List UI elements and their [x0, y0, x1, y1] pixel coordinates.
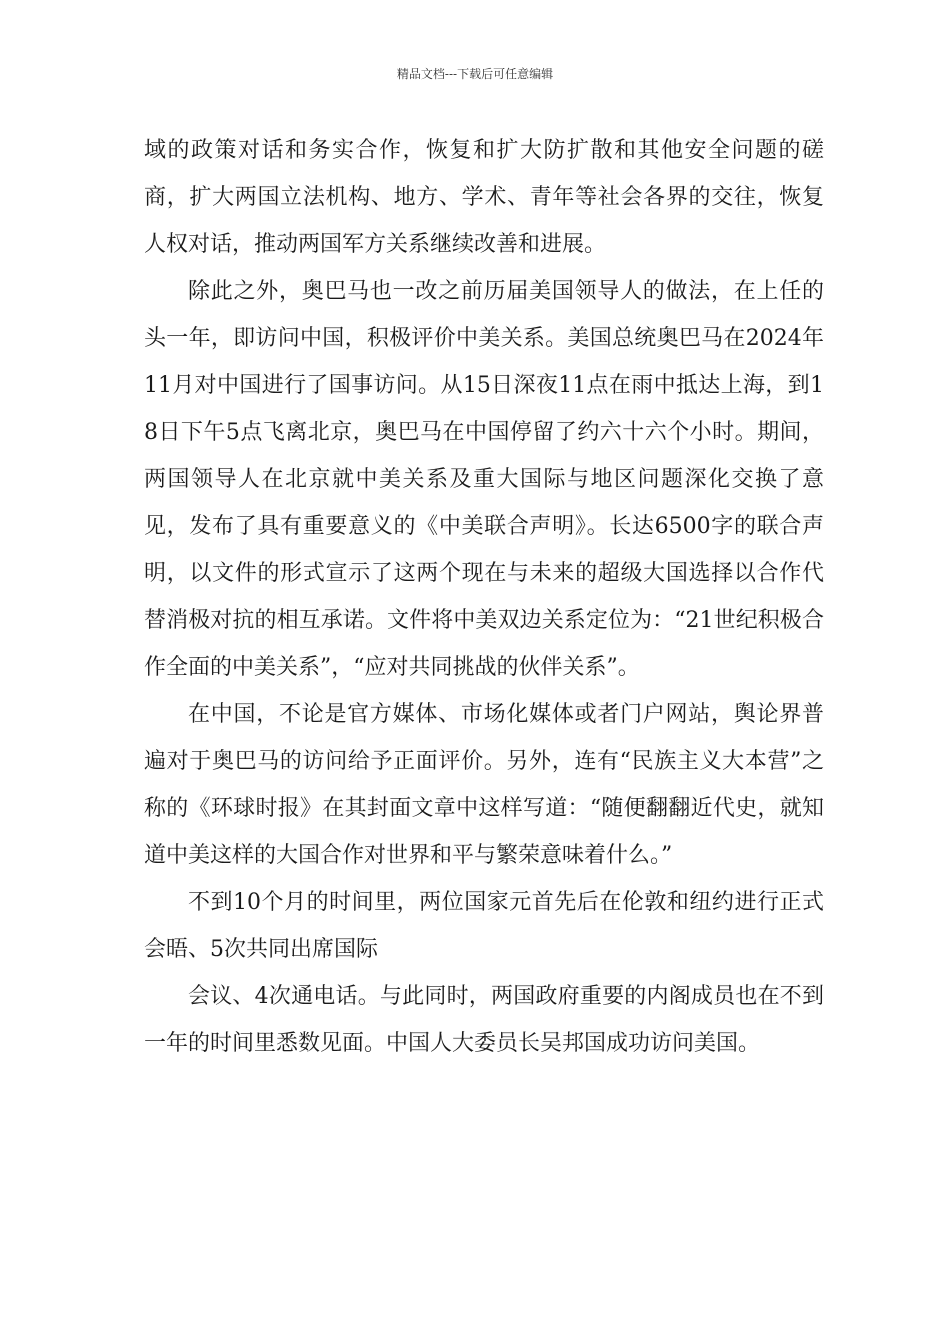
- paragraph-continuation: 域的政策对话和务实合作，恢复和扩大防扩散和其他安全问题的磋商，扩大两国立法机构、地方、学术、青年等社会各界的交往，恢复人权对话，推动两国军方关系继续改善和进展。: [144, 138, 824, 257]
- paragraph-media-reaction: 在中国，不论是官方媒体、市场化媒体或者门户网站，舆论界普遍对于奥巴马的访问给予正面评价。另外，连有“民族主义大本营”之称的《环球时报》在其封面文章中这样写道：“随便翻翻近代史，就知道中美这样的大国合作对世界和平与繁荣意味着什么。”: [144, 702, 824, 868]
- paragraph-summit-meetings: 不到10个月的时间里，两位国家元首先后在伦敦和纽约进行正式会晤、5次共同出席国际: [144, 890, 824, 962]
- document-body: [144, 127, 824, 1067]
- paragraph-obama-visit: 除此之外，奥巴马也一改之前历届美国领导人的做法，在上任的头一年，即访问中国，积极评价中美关系。美国总统奥巴马在2024年11月对中国进行了国事访问。从15日深夜11点在雨中抵达上海，到18日下午5点飞离北京，奥巴马在中国停留了约六十六个小时。期间，两国领导人在北京就中美关系及重大国际与地区问题深化交换了意见，发布了具有重要意义的《中美联合声明》。长达6500字的联合声明，以文件的形式宣示了这两个现在与未来的超级大国选择以合作代替消极对抗的相互承诺。文件将中美双边关系定位为：“21世纪积极合作全面的中美关系”，“应对共同挑战的伙伴关系”。: [144, 279, 824, 680]
- paragraph-cabinet-meetings: 会议、4次通电话。与此同时，两国政府重要的内阁成员也在不到一年的时间里悉数见面。中国人大委员长吴邦国成功访问美国。: [144, 984, 824, 1056]
- page-header: 精品文档---下载后可任意编辑: [396, 67, 554, 81]
